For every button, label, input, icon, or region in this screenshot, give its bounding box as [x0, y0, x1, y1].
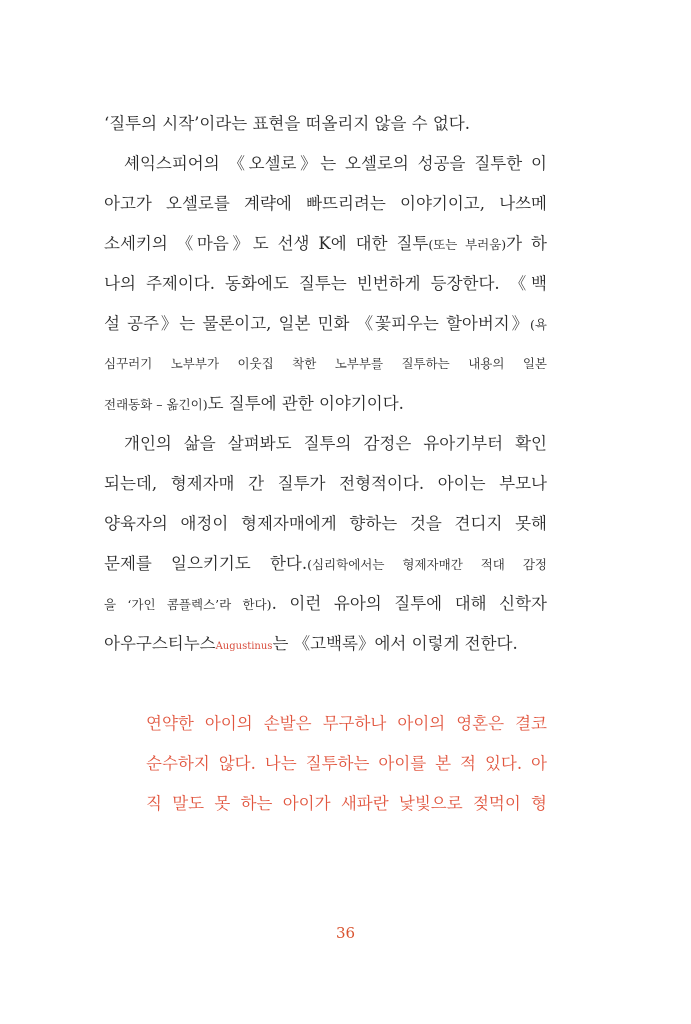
body-line-note: 심꾸러기 노부부가 이웃집 착한 노부부를 질투하는 내용의 일본	[104, 356, 547, 371]
body-line: 문제를 일으키기도 한다.(심리학에서는 형제자매간 적대 감정	[104, 554, 547, 573]
body-line: 셰익스피어의 《오셀로》는 오셀로의 성공을 질투한 이	[124, 154, 547, 173]
body-line: 되는데, 형제자매 간 질투가 전형적이다. 아이는 부모나	[104, 474, 547, 493]
body-line: 아우구스티누스Augustinus는 《고백록》에서 이렇게 전한다.	[104, 634, 518, 653]
page-number: 36	[335, 924, 356, 942]
body-line: 개인의 삶을 살펴봐도 질투의 감정은 유아기부터 확인	[124, 434, 547, 453]
body-line: 아고가 오셀로를 계략에 빠뜨리려는 이야기이고, 나쓰메	[104, 194, 547, 213]
quote-line: 직 말도 못 하는 아이가 새파란 낯빛으로 젖먹이 형	[146, 794, 547, 813]
body-line: 을 ‘가인 콤플렉스’라 한다). 이런 유아의 질투에 대해 신학자	[104, 594, 547, 613]
body-line: 소세키의 《마음》도 선생 K에 대한 질투(또는 부러움)가 하	[104, 234, 548, 253]
body-line: ‘질투의 시작’이라는 표현을 떠올리지 않을 수 없다.	[104, 114, 470, 133]
quote-line: 순수하지 않다. 나는 질투하는 아이를 본 적 있다. 아	[146, 754, 547, 773]
body-line: 설 공주》는 물론이고, 일본 민화 《꽃피우는 할아버지》(욕	[104, 314, 547, 333]
quote-line: 연약한 아이의 손발은 무구하나 아이의 영혼은 결코	[146, 714, 547, 733]
body-line: 양육자의 애정이 형제자매에게 향하는 것을 견디지 못해	[104, 514, 547, 533]
latin-name-gloss: Augustinus	[215, 641, 273, 652]
body-line: 전래동화 – 옮긴이)도 질투에 관한 이야기이다.	[104, 394, 404, 413]
body-line: 나의 주제이다. 동화에도 질투는 빈번하게 등장한다. 《백	[104, 274, 547, 293]
